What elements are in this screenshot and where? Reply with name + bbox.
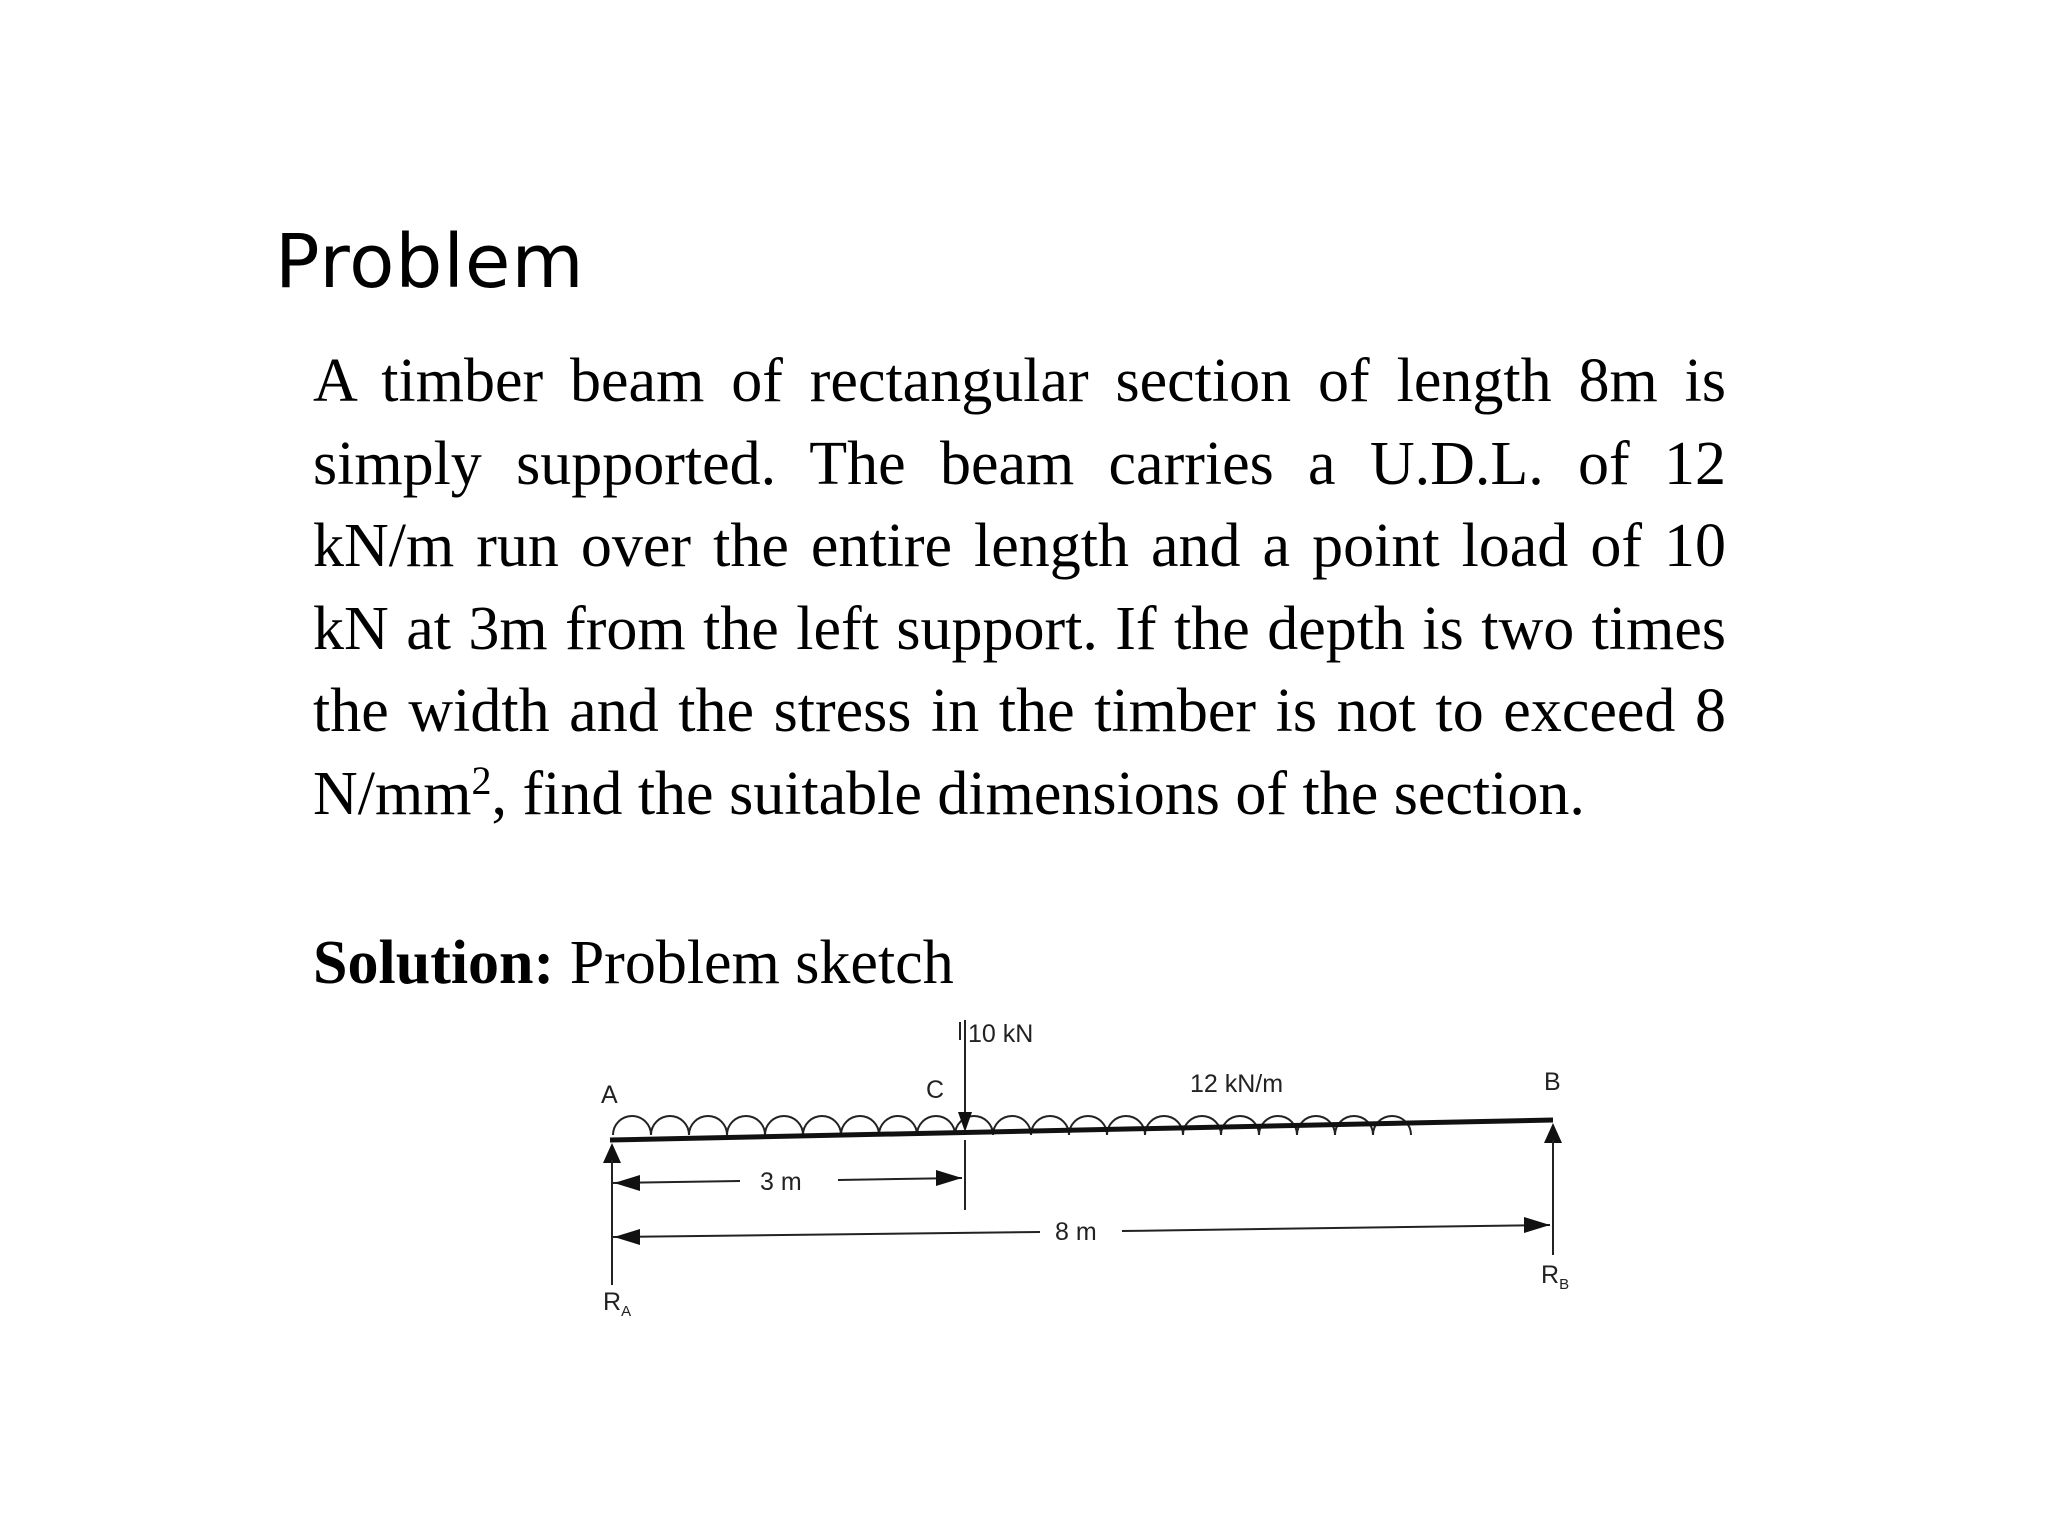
dim-ab-line-left	[612, 1232, 1040, 1237]
reaction-a-label	[603, 1288, 631, 1320]
dim-ac-arrow-left	[614, 1175, 640, 1191]
point-load-label: 10 kN	[968, 1020, 1034, 1048]
solution-label: Solution:	[313, 929, 555, 997]
reaction-a-symbol: R	[603, 1288, 622, 1316]
dim-ab-label: 8 m	[1055, 1218, 1097, 1246]
dim-ab-arrow-right	[1524, 1217, 1550, 1233]
node-b-label: B	[1544, 1068, 1561, 1096]
problem-text-end: , find the suitable dimensions of the section.	[491, 759, 1585, 828]
dim-ac-arrow-right	[936, 1170, 962, 1186]
reaction-a-subscript: A	[621, 1303, 632, 1320]
dim-ab-arrow-left	[614, 1229, 640, 1245]
reaction-b-label	[1541, 1261, 1569, 1293]
udl-label: 12 kN/m	[1190, 1070, 1284, 1098]
dim-ac-label: 3 m	[760, 1168, 802, 1196]
reaction-b-symbol: R	[1541, 1261, 1560, 1289]
solution-text: Problem sketch	[569, 929, 954, 997]
beam-line	[610, 1120, 1553, 1140]
node-a-label: A	[601, 1081, 618, 1109]
reaction-b-subscript: B	[1559, 1276, 1570, 1293]
slide-title: Problem	[275, 219, 585, 305]
superscript-two: 2	[471, 757, 492, 803]
node-c-label: C	[926, 1076, 945, 1104]
problem-text: A timber beam of rectangular section of length 8m is simply supported. The beam carries a U.D.L. of 12 kN/m run over the entire length and a point load of 10 kN at 3m from the left support. If the depth is two times the width and the stress in the timber is not to exceed 8 N/mm	[313, 347, 1726, 828]
dim-ab-line-right	[1122, 1225, 1550, 1231]
